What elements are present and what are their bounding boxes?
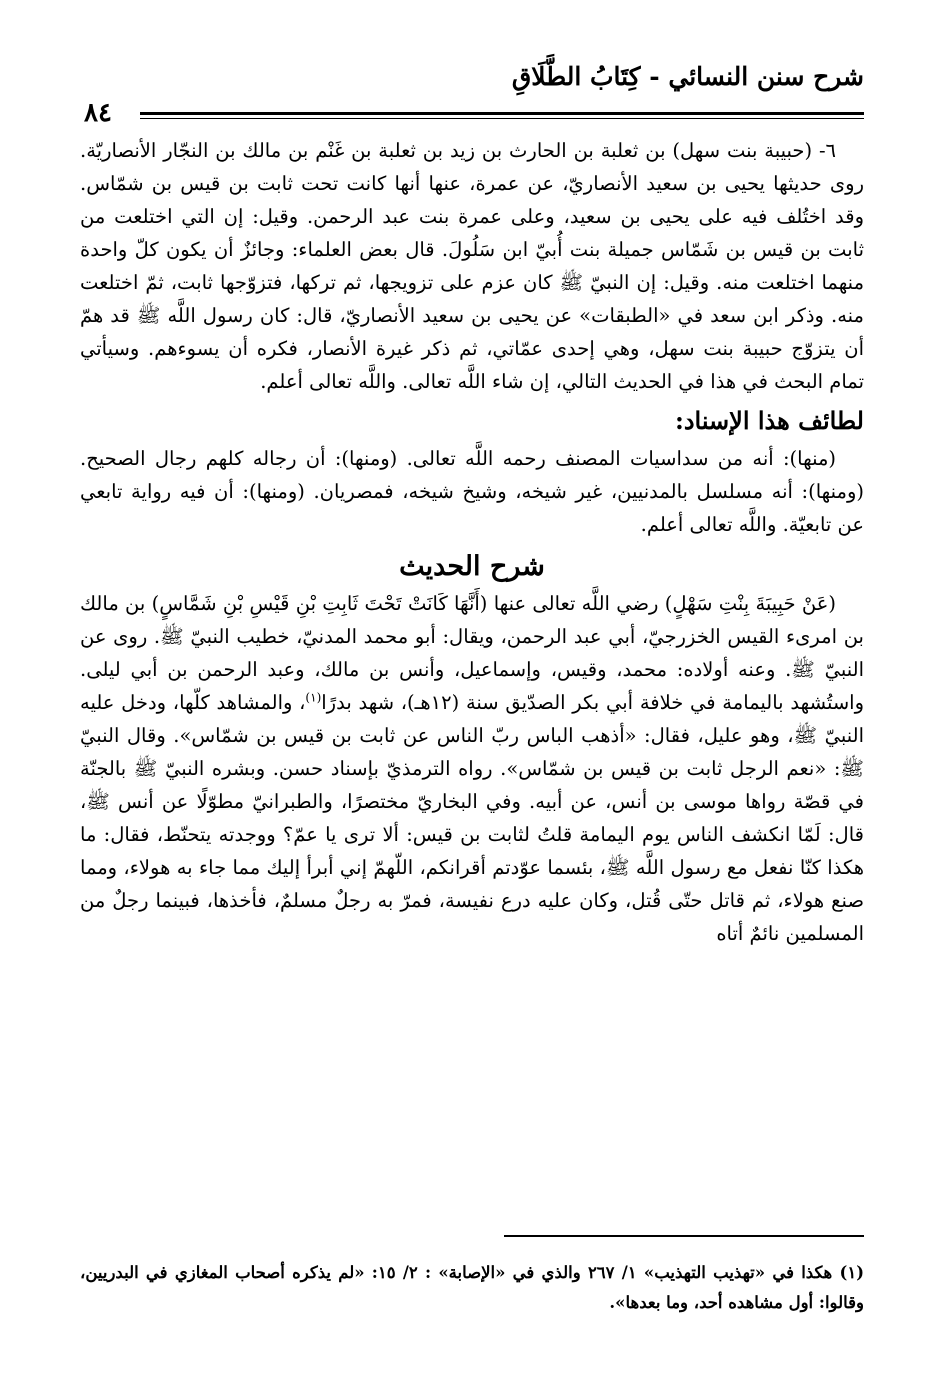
footnote-marker: (١)	[305, 690, 322, 705]
footnote-line: في البدريين، وقالوا: أول مشاهده أحد، وما بعدها».	[80, 1263, 864, 1312]
page-number: ٨٤	[84, 98, 112, 128]
sharh-paragraph	[80, 587, 864, 950]
sharh-line: مطوّلًا عن أنس ﷺ، قال: لَمّا انكشف الناس يوم اليمامة قلتُ لثابت بن قيس: ألا	[80, 790, 864, 846]
sharh-line: شَمَّاسٍ) بن مالك بن امرىء القيس الخزرجيّ، أبي عبد الرحمن، ويقال: أبو محمد	[80, 592, 864, 648]
sharh-line: (عَنْ حَبِيبَةَ بِنْتِ سَهْلٍ) رضي اللَّه تعالى عنها (أَنَّهَا كَانَتْ تَحْتَ ثَابِتِ بْنِ قَيْسِ بْنِ	[222, 592, 836, 615]
sharh-line: وإسماعيل، وأنس بن مالك، وعبد الرحمن بن أبي ليلى. واستُشهد باليمامة في خلافة	[80, 658, 865, 714]
lataif-line: (منها): أنه من سداسيات المصنف رحمه اللَّه تعالى. (ومنها): أن رجاله كلهم	[205, 447, 837, 470]
bio-line: النبيّ ﷺ كان عزم على تزويجها، ثم تركها، فتزوّجها ثابت، ثمّ اختلعت منه. وذكر ابن	[80, 271, 864, 327]
sharh-line: ، والمشاهد كلّها، ودخل عليه النبيّ ﷺ،	[80, 691, 865, 747]
sharh-line: وهو عليل، فقال: «أذهب الباس ربّ الناس عن ثابت بن قيس بن شمّاس». وقال النبيّ	[80, 724, 780, 747]
bio-line: ٦- (حبيبة بنت سهل) بن ثعلبة بن الحارث بن زيد بن ثعلبة بن غَنْم بن مالك بن	[215, 139, 837, 162]
sharh-line: وكان عليه درع نفيسة، فمرّ به رجلٌ مسلمٌ، فأخذها، فبينما رجلٌ من المسلمين نائمٌ أتاه	[80, 889, 864, 945]
sharh-line: ﷺ بالجنّة في قصّة رواها موسى بن أنس، عن أبيه. وفي البخاريّ مختصرًا، والطبرانيّ	[80, 757, 864, 813]
page-body	[80, 134, 864, 950]
bio-line: عبد الرحمن. وقيل: إن التي اختلعت من ثابت بن قيس بن شَمّاس جميلة بنت أُبيّ ابن	[80, 205, 864, 261]
bio-line: يتزوّج حبيبة بنت سهل، وهي إحدى عمّاتي، ثم ذكر غيرة الأنصار، فكره أن يسوءهم.	[148, 337, 836, 360]
sharh-line: أقرانكم، اللّهمّ إني أبرأ إليك مما جاء به هولاء، ومما صنع هولاء، ثم قاتل حتّى قُتل،	[80, 856, 865, 912]
footnote-separator	[504, 1235, 864, 1237]
lataif-paragraph	[80, 442, 864, 541]
bio-line: وسيأتي تمام البحث في هذا في الحديث التالي، إن شاء اللَّه تعالى. واللَّه تعالى أعلم.	[80, 337, 864, 393]
bio-line: سعد في «الطبقات» عن يحيى بن سعيد الأنصاريّ، قال: كان رسول اللَّه ﷺ قد همّ أن	[80, 304, 865, 360]
sharh-line: المدنيّ، خطيب النبيّ ﷺ. روى عن النبيّ ﷺ. وعنه أولاده: محمد، وقيس،	[80, 625, 864, 681]
bio-paragraph	[80, 134, 864, 398]
sharh-line: أبي بكر الصدّيق سنة (١٢هـ)، شهد بدرًا	[321, 691, 634, 714]
running-title: شرح سنن النسائي - كِتَابُ الطَّلَاقِ	[511, 62, 864, 91]
section-heading-lataif: لطائف هذا الإسناد:	[674, 406, 864, 435]
sharh-line: ﷺ: «نعم الرجل ثابت بن قيس بن شمّاس». رواه الترمذيّ بإسناد حسن. وبشره النبيّ	[164, 757, 864, 780]
lataif-line: رجال الصحيح. (ومنها): أنه مسلسل بالمدنيين، غير شيخه، وشيخ شيخه،	[80, 447, 865, 503]
page-header	[80, 62, 864, 102]
footnote-line: (١) هكذا في «تهذيب التهذيب» ١/ ٢٦٧ والذي في «الإصابة» : ٢/ ١٥: «لم يذكره أصحاب المغازي	[174, 1263, 864, 1282]
header-rule-thin	[140, 118, 864, 119]
header-rule	[140, 112, 864, 115]
footnotes	[80, 1258, 864, 1318]
lataif-line: فمصريان. (ومنها): أن فيه رواية تابعي عن تابعيّة. واللَّه تعالى أعلم.	[80, 480, 864, 536]
bio-line: سَلُولَ. قال بعض العلماء: وجائزٌ أن يكون كلّ واحدة منهما اختلعت منه. وقيل: إن	[80, 238, 865, 294]
section-heading-sharh: شرح الحديث	[399, 551, 545, 582]
footnote-1	[80, 1258, 864, 1318]
bio-line: تحت ثابت بن قيس بن شمّاس. وقد اختُلف فيه على يحيى بن سعيد، وعلى عمرة بنت	[80, 172, 864, 228]
sharh-line: ترى يا عمّ؟ ووجدته يتحنّط، فقال: ما هكذا كنّا نفعل مع رسول اللَّه ﷺ، بئسما عوّدتم	[80, 823, 864, 879]
bio-line: النجّار الأنصاريّة. روى حديثها يحيى بن سعيد الأنصاريّ، عن عمرة، عنها أنها كانت	[80, 139, 865, 195]
